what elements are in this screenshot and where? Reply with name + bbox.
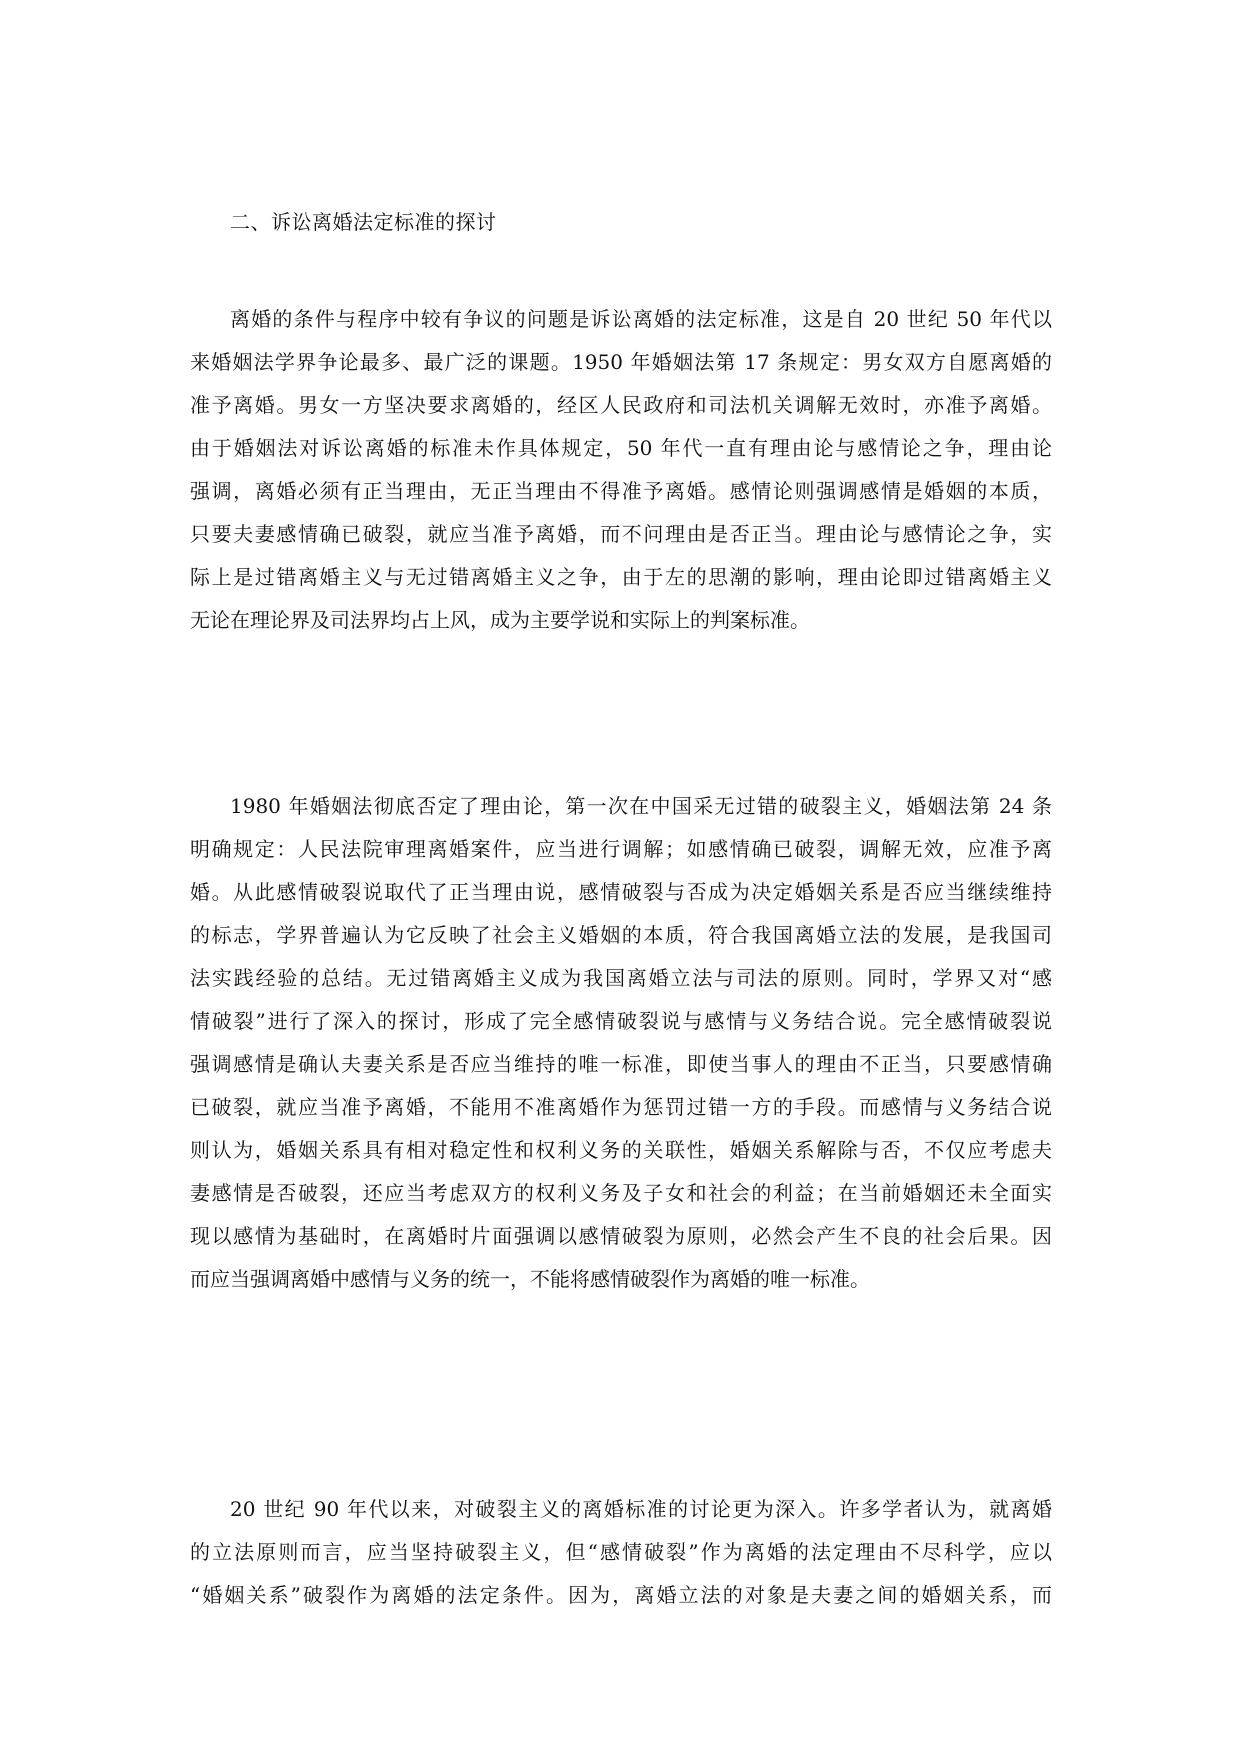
- paragraph-line: 由于婚姻法对诉讼离婚的标准未作具体规定，50 年代一直有理由论与感情论之争，理由论: [190, 436, 1052, 460]
- paragraph-1: [190, 298, 1052, 642]
- paragraph-line: 的立法原则而言，应当坚持破裂主义，但“感情破裂”作为离婚的法定理由不尽科学，应以: [190, 1540, 1052, 1564]
- paragraph-line: 而应当强调离婚中感情与义务的统一，不能将感情破裂作为离婚的唯一标准。: [190, 1267, 870, 1291]
- paragraph-line: 则认为，婚姻关系具有相对稳定性和权利义务的关联性，婚姻关系解除与否，不仅应考虑夫: [190, 1138, 1052, 1162]
- paragraph-line: 的标志，学界普遍认为它反映了社会主义婚姻的本质，符合我国离婚立法的发展，是我国司: [190, 923, 1052, 947]
- paragraph-line: 明确规定：人民法院审理离婚案件，应当进行调解；如感情确已破裂，调解无效，应准予离: [190, 837, 1052, 861]
- paragraph-line: 只要夫妻感情确已破裂，就应当准予离婚，而不问理由是否正当。理由论与感情论之争，实: [190, 522, 1052, 546]
- paragraph-line: 强调，离婚必须有正当理由，无正当理由不得准予离婚。感情论则强调感情是婚姻的本质，: [190, 479, 1052, 503]
- paragraph-line: 无论在理论界及司法界均占上风，成为主要学说和实际上的判案标准。: [190, 608, 810, 632]
- paragraph-line: 强调感情是确认夫妻关系是否应当维持的唯一标准，即使当事人的理由不正当，只要感情确: [190, 1052, 1052, 1076]
- section-heading: 二、诉讼离婚法定标准的探讨: [230, 210, 497, 234]
- paragraph-line: 妻感情是否破裂，还应当考虑双方的权利义务及子女和社会的利益；在当前婚姻还未全面实: [190, 1181, 1052, 1205]
- paragraph-line: 法实践经验的总结。无过错离婚主义成为我国离婚立法与司法的原则。同时，学界又对“感: [190, 966, 1052, 990]
- paragraph-line: 现以感情为基础时，在离婚时片面强调以感情破裂为原则，必然会产生不良的社会后果。因: [190, 1224, 1052, 1248]
- paragraph-2: [190, 785, 1052, 1301]
- paragraph-line: “婚姻关系”破裂作为离婚的法定条件。因为，离婚立法的对象是夫妻之间的婚姻关系，而: [190, 1583, 1052, 1607]
- paragraph-3: [190, 1488, 1052, 1617]
- paragraph-line: 婚。从此感情破裂说取代了正当理由说，感情破裂与否成为决定婚姻关系是否应当继续维持: [190, 880, 1052, 904]
- paragraph-line: 来婚姻法学界争论最多、最广泛的课题。1950 年婚姻法第 17 条规定：男女双方自愿离婚的: [190, 350, 1052, 374]
- paragraph-line: 1980 年婚姻法彻底否定了理由论，第一次在中国采无过错的破裂主义，婚姻法第 24 条: [230, 794, 1052, 818]
- paragraph-line: 离婚的条件与程序中较有争议的问题是诉讼离婚的法定标准，这是自 20 世纪 50 年代以: [230, 307, 1052, 331]
- paragraph-line: 际上是过错离婚主义与无过错离婚主义之争，由于左的思潮的影响，理由论即过错离婚主义: [190, 565, 1052, 589]
- paragraph-line: 情破裂”进行了深入的探讨，形成了完全感情破裂说与感情与义务结合说。完全感情破裂说: [190, 1009, 1052, 1033]
- paragraph-line: 20 世纪 90 年代以来，对破裂主义的离婚标准的讨论更为深入。许多学者认为，就离婚: [230, 1497, 1052, 1521]
- paragraph-line: 已破裂，就应当准予离婚，不能用不准离婚作为惩罚过错一方的手段。而感情与义务结合说: [190, 1095, 1052, 1119]
- paragraph-line: 准予离婚。男女一方坚决要求离婚的，经区人民政府和司法机关调解无效时，亦准予离婚。: [190, 393, 1052, 417]
